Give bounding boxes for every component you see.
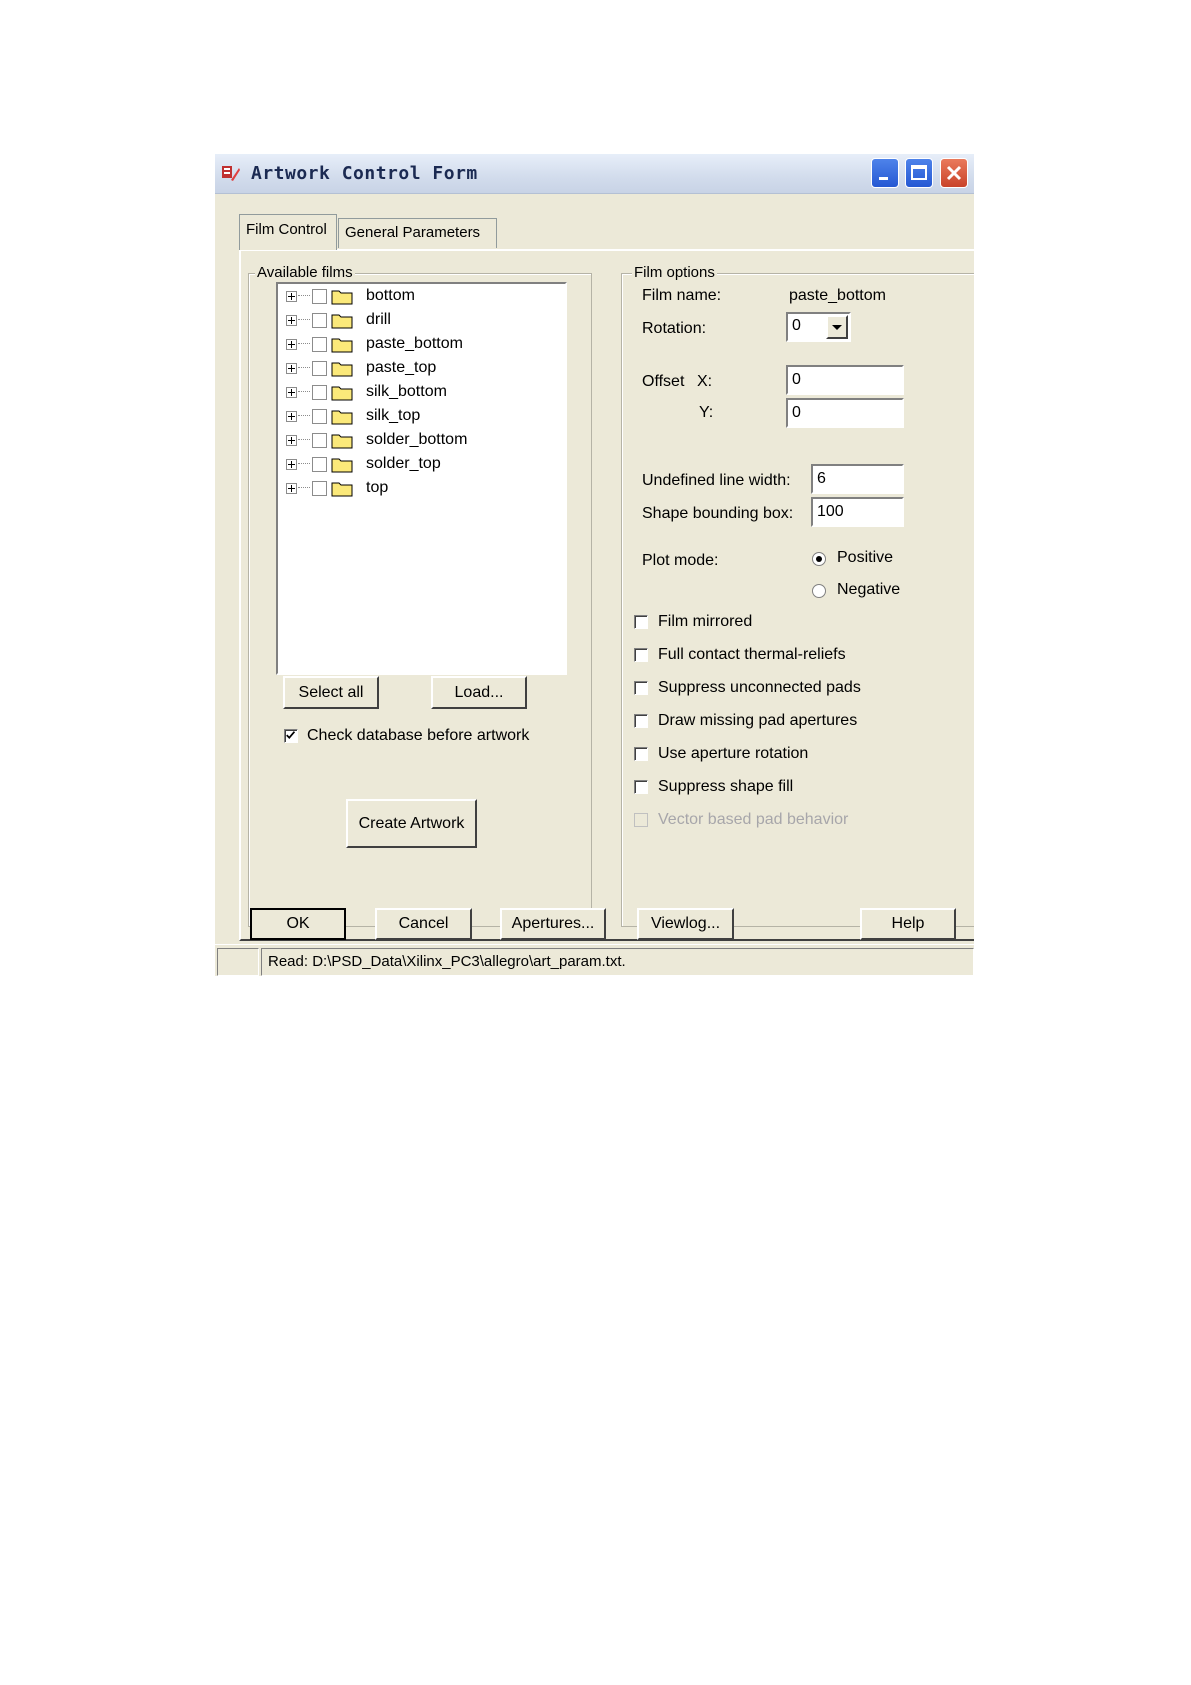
expand-icon[interactable]	[286, 363, 297, 374]
film-mirrored-checkbox[interactable]	[634, 615, 648, 629]
suppress-unconnected-pads-checkbox[interactable]	[634, 681, 648, 695]
offset-y-label: Y:	[699, 404, 714, 421]
maximize-icon	[906, 159, 932, 187]
tree-checkbox[interactable]	[312, 361, 327, 376]
film-name-label: Film name:	[642, 287, 722, 304]
expand-icon[interactable]	[286, 435, 297, 446]
vector-based-pad-behavior-label: Vector based pad behavior	[658, 811, 849, 828]
window-title: Artwork Control Form	[251, 163, 478, 184]
suppress-unconnected-pads-label: Suppress unconnected pads	[658, 679, 861, 696]
undefined-line-width-label: Undefined line width:	[642, 472, 791, 489]
title-bar[interactable]	[215, 154, 974, 194]
create-artwork-button[interactable]: Create Artwork	[346, 799, 477, 848]
tree-item-silk-top[interactable]	[282, 406, 562, 428]
offset-y-input[interactable]	[786, 398, 904, 428]
select-all-button[interactable]: Select all	[283, 676, 379, 709]
tree-item-solder-top[interactable]	[282, 454, 562, 476]
app-icon	[221, 164, 241, 182]
expand-icon[interactable]	[286, 411, 297, 422]
expand-icon[interactable]	[286, 387, 297, 398]
film-name-value: paste_bottom	[789, 287, 886, 304]
use-aperture-rotation-checkbox[interactable]	[634, 747, 648, 761]
offset-x-label: X:	[697, 373, 713, 390]
tree-item-top[interactable]	[282, 478, 562, 500]
use-aperture-rotation-label: Use aperture rotation	[658, 745, 809, 762]
tree-item-label: solder_bottom	[366, 431, 468, 448]
positive-radio[interactable]	[812, 552, 826, 566]
tab-general-parameters[interactable]: General Parameters	[338, 218, 497, 248]
tree-item-solder-bottom[interactable]	[282, 430, 562, 452]
offset-label: Offset	[642, 373, 685, 390]
tree-item-label: solder_top	[366, 455, 441, 472]
rotation-label: Rotation:	[642, 320, 707, 337]
folder-icon	[331, 408, 353, 425]
film-mirrored-label: Film mirrored	[658, 613, 753, 630]
folder-icon	[331, 336, 353, 353]
chevron-down-icon	[828, 317, 846, 337]
rotation-dropdown-button[interactable]	[826, 315, 848, 339]
plot-mode-label: Plot mode:	[642, 552, 719, 569]
tree-item-label: paste_top	[366, 359, 437, 376]
minimize-button[interactable]	[871, 158, 899, 188]
status-cell-left	[217, 948, 259, 976]
rotation-value: 0	[792, 317, 801, 334]
films-tree[interactable]	[276, 282, 567, 675]
tab-film-control[interactable]: Film Control	[239, 214, 337, 250]
negative-radio[interactable]	[812, 584, 826, 598]
vector-based-pad-behavior-checkbox	[634, 813, 648, 827]
expand-icon[interactable]	[286, 291, 297, 302]
folder-icon	[331, 456, 353, 473]
full-contact-thermal-reliefs-label: Full contact thermal-reliefs	[658, 646, 846, 663]
status-message: Read: D:\PSD_Data\Xilinx_PC3\allegro\art_param.txt.	[261, 948, 974, 976]
available-films-legend: Available films	[257, 264, 353, 281]
folder-icon	[331, 384, 353, 401]
negative-label: Negative	[837, 581, 901, 598]
folder-icon	[331, 288, 353, 305]
expand-icon[interactable]	[286, 315, 297, 326]
folder-icon	[331, 312, 353, 329]
rotation-select[interactable]	[786, 312, 851, 342]
cancel-button[interactable]: Cancel	[375, 908, 472, 940]
folder-icon	[331, 360, 353, 377]
draw-missing-pad-apertures-label: Draw missing pad apertures	[658, 712, 858, 729]
undefined-line-width-input[interactable]	[811, 464, 904, 494]
artwork-control-form-window	[215, 154, 974, 976]
tree-checkbox[interactable]	[312, 337, 327, 352]
expand-icon[interactable]	[286, 483, 297, 494]
load-button[interactable]: Load...	[431, 676, 527, 709]
tree-checkbox[interactable]	[312, 433, 327, 448]
minimize-icon	[872, 159, 898, 187]
tree-item-label: silk_top	[366, 407, 421, 424]
tree-item-label: bottom	[366, 287, 415, 304]
status-bar	[215, 944, 974, 976]
tree-item-label: top	[366, 479, 389, 496]
offset-x-input[interactable]	[786, 365, 904, 395]
folder-icon	[331, 432, 353, 449]
tree-item-bottom[interactable]	[282, 286, 562, 308]
tree-item-label: silk_bottom	[366, 383, 447, 400]
help-button[interactable]: Help	[860, 908, 956, 940]
apertures-button[interactable]: Apertures...	[500, 908, 606, 940]
close-button[interactable]	[940, 158, 968, 188]
tree-item-paste-bottom[interactable]	[282, 334, 562, 356]
ok-button[interactable]: OK	[250, 908, 346, 940]
positive-label: Positive	[837, 549, 894, 566]
folder-icon	[331, 480, 353, 497]
check-database-checkbox[interactable]	[284, 729, 298, 743]
tree-checkbox[interactable]	[312, 457, 327, 472]
tree-item-drill[interactable]	[282, 310, 562, 332]
tree-item-label: paste_bottom	[366, 335, 463, 352]
tree-checkbox[interactable]	[312, 385, 327, 400]
check-database-label: Check database before artwork	[307, 727, 530, 744]
viewlog-button[interactable]: Viewlog...	[637, 908, 734, 940]
tree-item-silk-bottom[interactable]	[282, 382, 562, 404]
draw-missing-pad-apertures-checkbox[interactable]	[634, 714, 648, 728]
tree-checkbox[interactable]	[312, 313, 327, 328]
tree-checkbox[interactable]	[312, 481, 327, 496]
full-contact-thermal-reliefs-checkbox[interactable]	[634, 648, 648, 662]
suppress-shape-fill-label: Suppress shape fill	[658, 778, 794, 795]
tree-item-paste-top[interactable]	[282, 358, 562, 380]
checkmark-icon	[285, 730, 297, 742]
shape-bounding-box-label: Shape bounding box:	[642, 505, 794, 522]
suppress-shape-fill-checkbox[interactable]	[634, 780, 648, 794]
tree-checkbox[interactable]	[312, 409, 327, 424]
expand-icon[interactable]	[286, 459, 297, 470]
tree-checkbox[interactable]	[312, 289, 327, 304]
tree-item-label: drill	[366, 311, 391, 328]
shape-bounding-box-input[interactable]	[811, 497, 904, 527]
maximize-button[interactable]	[905, 158, 933, 188]
expand-icon[interactable]	[286, 339, 297, 350]
film-options-legend: Film options	[634, 264, 715, 281]
close-icon	[941, 159, 967, 187]
